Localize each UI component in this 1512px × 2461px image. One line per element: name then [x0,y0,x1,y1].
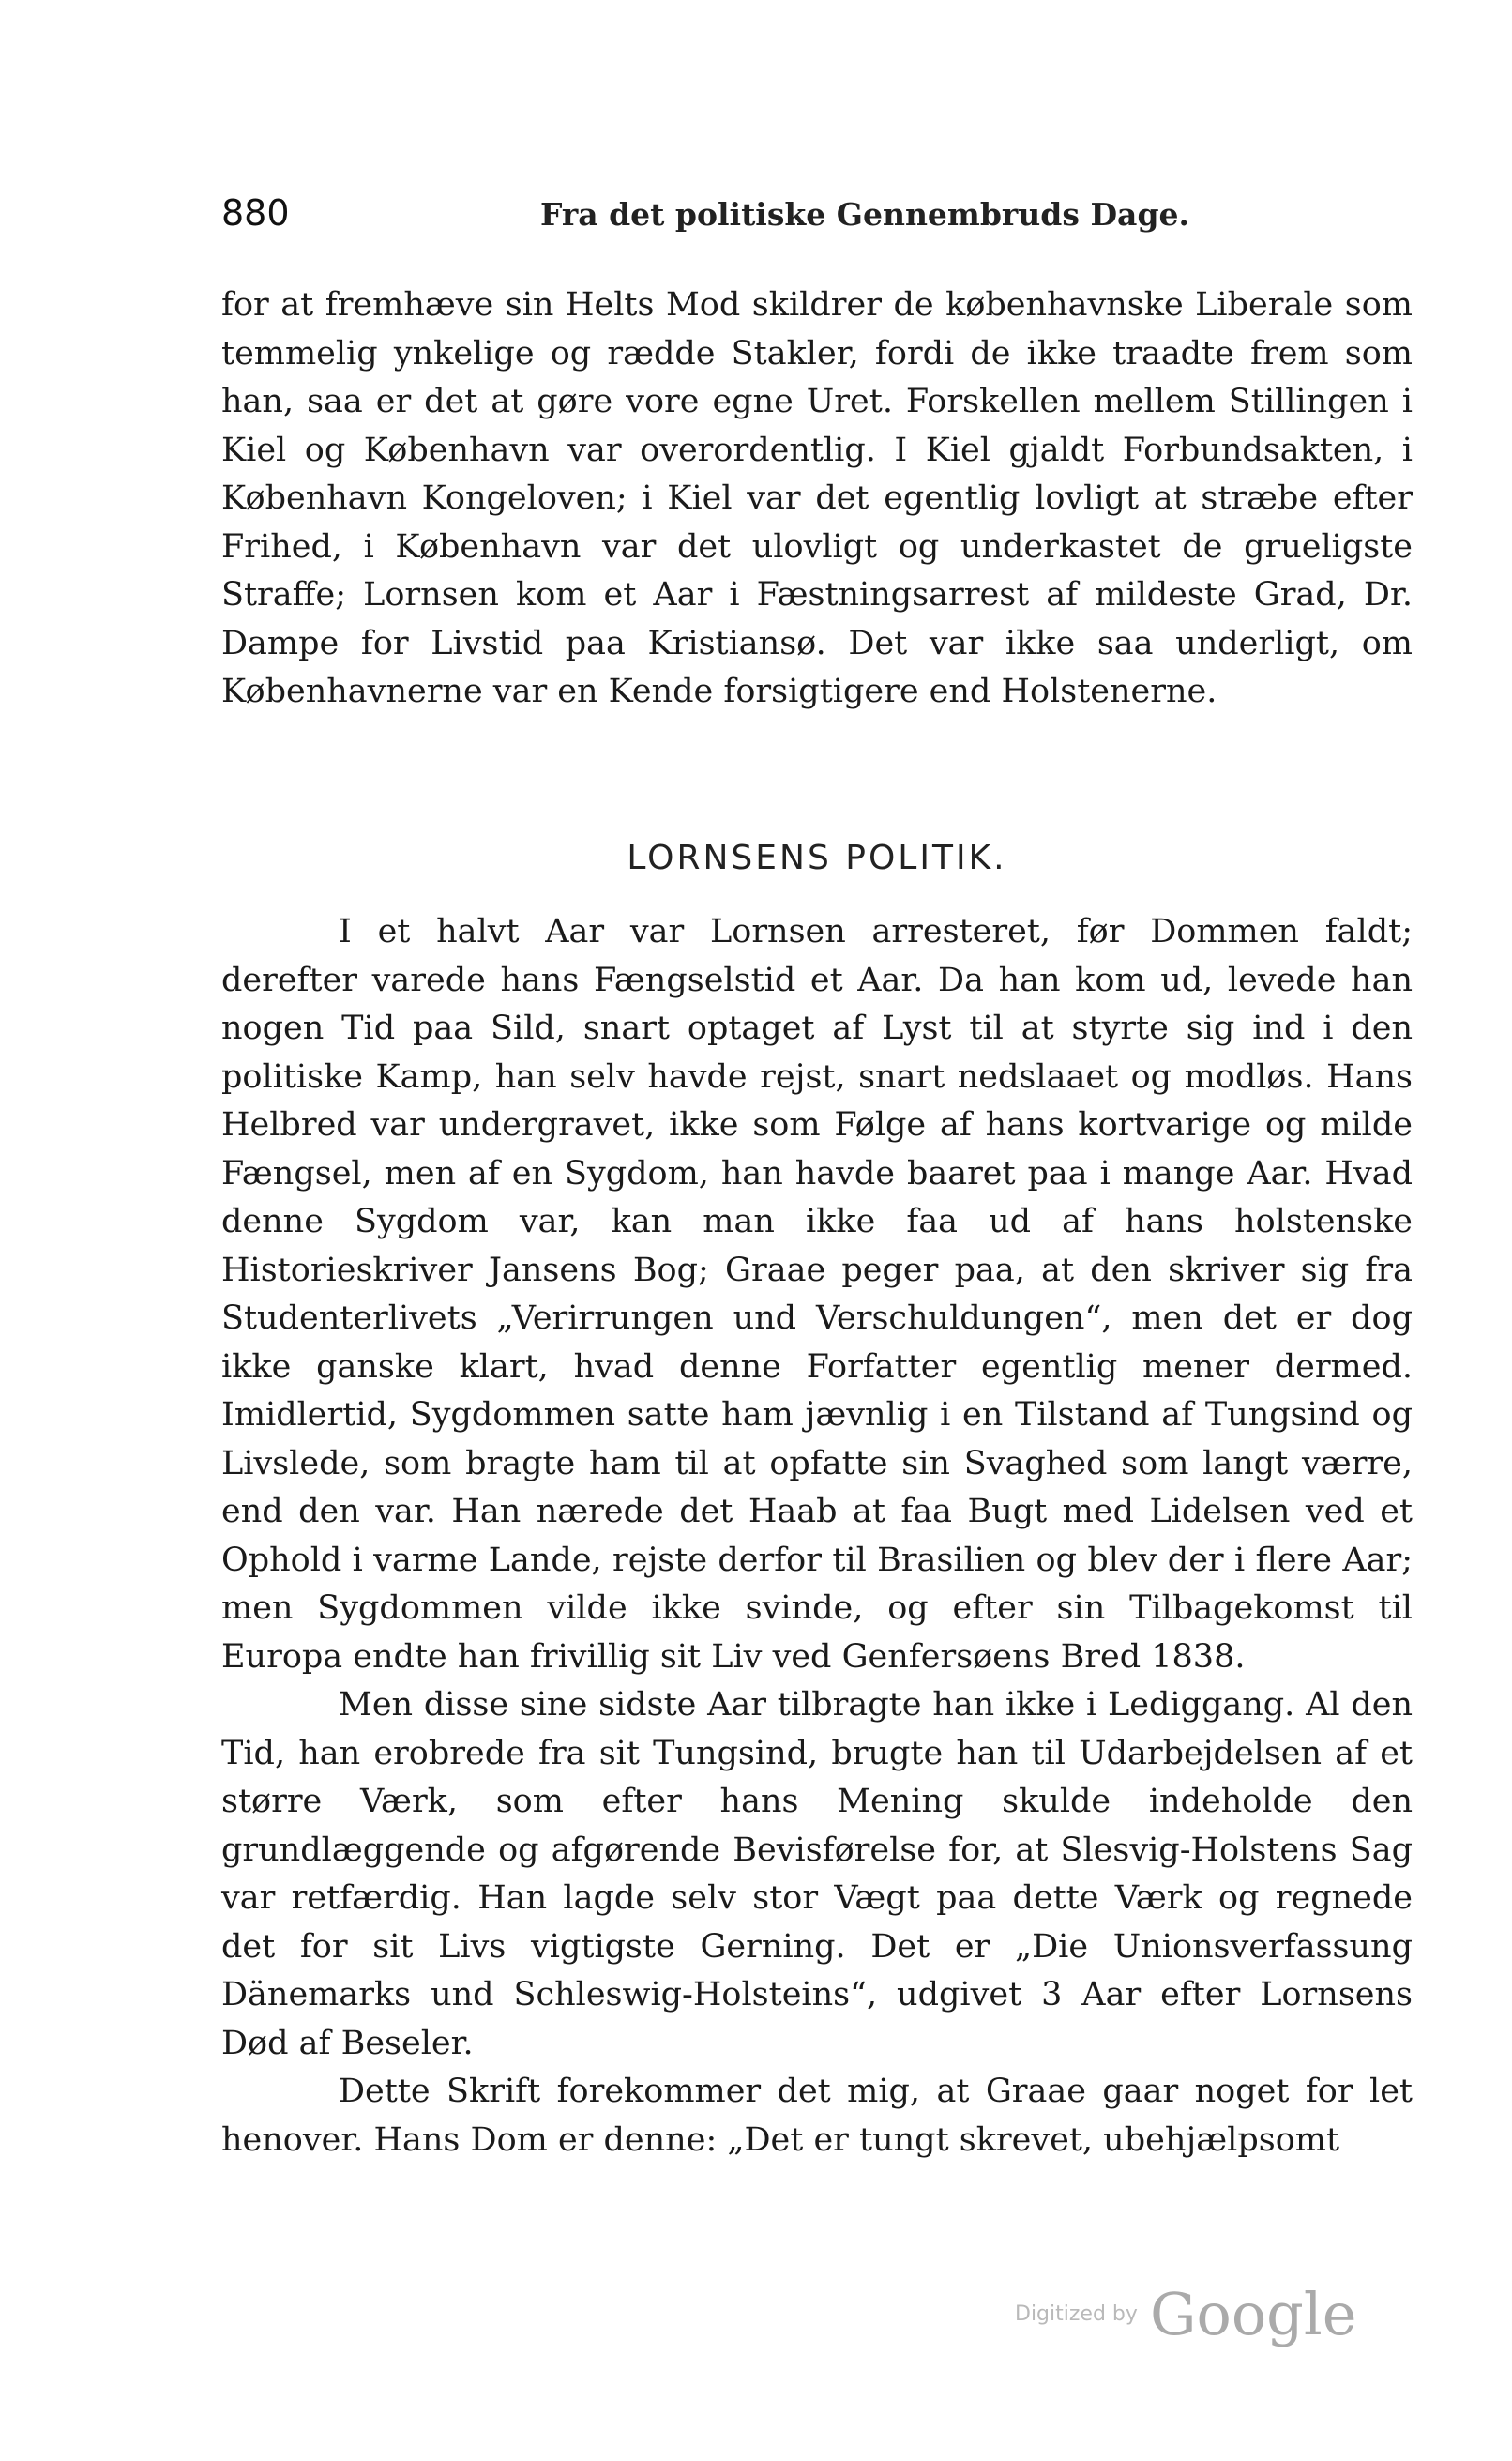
paragraph: I et halvt Aar var Lornsen arresteret, før Dommen faldt; derefter varede hans Fængselstid et Aar. Da han kom ud, levede han nogen Tid paa Sild, snart optaget af Lyst til at styrte sig ind i den politiske Kamp, han selv havde rejst, snart nedslaaet og modløs. Hans Helbred var undergravet, ikke som Følge af hans kortvarige og milde Fængsel, men af en Sygdom, han havde baaret paa i mange Aar. Hvad denne Sygdom var, kan man ikke faa ud af hans holstenske Historieskriver Jansens Bog; Graae peger paa, at den skriver sig fra Studenterlivets „Verirrungen und Verschuldungen“, men det er dog ikke ganske klart, hvad denne Forfatter egentlig mener dermed. Imidlertid, Sygdommen satte ham jævnlig i en Tilstand af Tungsind og Livslede, som bragte ham til at opfatte sin Svaghed som langt værre, end den var. Han nærede det Haab at faa Bugt med Lidelsen ved et Ophold i varme Lande, rejste derfor til Brasilien og blev der i flere Aar; men Sygdommen vilde ikke svinde, og efter sin Tilbagekomst til Europa endte han frivillig sit Liv ved Genfersøens Bred 1838. [221,913,1413,1676]
running-head: Fra det politiske Gennembruds Dage. [540,196,1190,233]
main-text [221,908,1413,2165]
intro-paragraph-block [221,281,1413,717]
digitized-by-google-watermark [1015,2280,1356,2348]
digitized-by-label: Digitized by [1015,2302,1138,2326]
paragraph: Dette Skrift forekommer det mig, at Graae gaar noget for let henover. Hans Dom er denne: „Det er tungt skrevet, ubehjælpsomt [221,2073,1413,2159]
section-title: LORNSENS POLITIK. [627,839,1007,877]
paragraph: Men disse sine sidste Aar tilbragte han ikke i Lediggang. Al den Tid, han erobrede fra sit Tungsind, brugte han til Udarbejdelsen af et større Værk, som efter hans Mening skulde indeholde den grundlæggende og afgørende Bevisførelse for, at Slesvig-Holstens Sag var retfærdig. Han lagde selv stor Vægt paa dette Værk og regnede det for sit Livs vigtigste Gerning. Det er „Die Unionsverfassung Dänemarks und Schleswig-Holsteins“, udgivet 3 Aar efter Lornsens Død af Beseler. [221,1686,1413,2062]
page-number: 880 [221,192,290,234]
page-header [221,192,1413,249]
intro-paragraph: for at fremhæve sin Helts Mod skildrer de københavnske Liberale som temmelig ynkelige og rædde Stakler, fordi de ikke traadte frem som han, saa er det at gøre vore egne Uret. Forskellen mellem Stillingen i Kiel og København var overordentlig. I Kiel gjaldt Forbundsakten, i København Kongeloven; i Kiel var det egentlig lovligt at stræbe efter Frihed, i København var det ulovligt og underkastet de grueligste Straffe; Lornsen kom et Aar i Fæstningsarrest af mildeste Grad, Dr. Dampe for Livstid paa Kristiansø. Det var ikke saa underligt, om Københavnerne var en Kende forsigtigere end Holstenerne. [221,286,1413,710]
google-logo: Google [1150,2280,1357,2348]
